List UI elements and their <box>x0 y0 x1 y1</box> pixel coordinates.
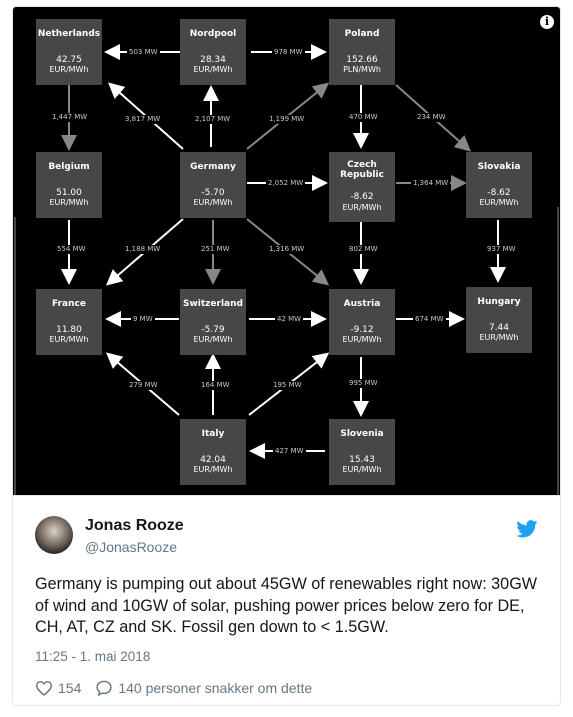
node-unit: EUR/MWh <box>479 333 519 342</box>
node-unit: EUR/MWh <box>49 65 89 74</box>
node-unit: EUR/MWh <box>342 203 382 212</box>
flow-label: 1,188 MW <box>125 245 161 253</box>
reply-bubble-icon[interactable] <box>95 680 113 696</box>
node-unit: EUR/MWh <box>342 335 382 344</box>
tweet-timestamp[interactable]: 11:25 - 1. mai 2018 <box>35 649 151 664</box>
node-name: Nordpool <box>189 29 237 39</box>
node-price: 28.34 <box>200 55 226 65</box>
tweet-actions <box>35 680 326 696</box>
node-price: 15.43 <box>349 455 375 465</box>
tweet-body <box>13 495 560 706</box>
node-name: Netherlands <box>37 29 101 39</box>
tweet-text: Germany is pumping out about 45GW of renewables right now: 30GW of wind and 10GW of solar, pushing power prices below zero for DE, CH, AT, CZ and SK. Fossil gen down to < 1.5GW. <box>35 575 538 636</box>
node-price: -5.79 <box>201 325 225 335</box>
node-name: Austria <box>343 299 381 309</box>
flow-label: 1,364 MW <box>413 179 449 187</box>
flow-label: 554 MW <box>57 245 86 253</box>
flow-label: 937 MW <box>487 245 516 253</box>
node-price: 42.75 <box>56 55 82 65</box>
flow-label: 42 MW <box>277 315 302 323</box>
conversation-count[interactable]: 140 personer snakker om dette <box>118 680 313 696</box>
flow-label: 2,107 MW <box>195 115 231 123</box>
display-name[interactable]: Jonas Rooze <box>85 517 184 534</box>
node-unit: PLN/MWh <box>343 65 381 74</box>
node-netherlands <box>36 19 102 85</box>
node-austria <box>329 289 395 355</box>
flow-label: 1,447 MW <box>52 113 88 121</box>
tweet-card <box>12 6 561 706</box>
flow-label: 164 MW <box>201 381 230 389</box>
node-name: Czech Republic <box>340 160 384 180</box>
node-name: Poland <box>344 29 380 39</box>
node-price: 51.00 <box>56 188 82 198</box>
user-handle[interactable]: @JonasRooze <box>85 539 178 555</box>
flow-label: 427 MW <box>275 447 304 455</box>
node-name: Switzerland <box>183 299 243 309</box>
node-price: 152.66 <box>346 55 378 65</box>
node-name: Italy <box>201 429 225 439</box>
node-name: Slovenia <box>340 429 384 439</box>
flow-label: 470 MW <box>349 113 378 121</box>
flow-label: 802 MW <box>349 245 378 253</box>
node-name: Slovakia <box>477 162 521 172</box>
flow-label: 978 MW <box>274 48 303 56</box>
node-price: 7.44 <box>488 323 510 333</box>
node-unit: EUR/MWh <box>49 198 89 207</box>
node-price: -8.62 <box>350 192 374 202</box>
node-slovakia <box>466 152 532 218</box>
node-price: -5.70 <box>201 188 225 198</box>
node-hungary <box>466 287 532 353</box>
flow-label: 503 MW <box>129 48 158 56</box>
like-count[interactable]: 154 <box>58 680 82 696</box>
twitter-bird-icon[interactable] <box>516 520 538 538</box>
flow-label: 2,052 MW <box>268 179 304 187</box>
node-poland <box>329 19 395 85</box>
heart-icon[interactable] <box>35 680 53 696</box>
flow-label: 9 MW <box>133 315 153 323</box>
node-unit: EUR/MWh <box>193 198 233 207</box>
node-unit: EUR/MWh <box>193 465 233 474</box>
info-icon[interactable]: i <box>540 15 554 29</box>
node-name: Hungary <box>477 297 521 307</box>
node-switzerland <box>180 289 246 355</box>
flow-label: 674 MW <box>415 315 444 323</box>
node-unit: EUR/MWh <box>193 335 233 344</box>
node-name: France <box>52 299 86 309</box>
flow-label: 1,316 MW <box>269 245 305 253</box>
node-unit: EUR/MWh <box>342 465 382 474</box>
flow-label: 1,199 MW <box>269 115 305 123</box>
flow-label: 995 MW <box>349 379 378 387</box>
node-belgium <box>36 152 102 218</box>
avatar[interactable] <box>35 516 73 554</box>
node-slovenia <box>329 419 395 485</box>
node-germany <box>180 152 246 218</box>
flow-label: 279 MW <box>129 381 158 389</box>
node-price: 11.80 <box>56 325 82 335</box>
flow-label: 195 MW <box>273 381 302 389</box>
node-italy <box>180 419 246 485</box>
node-unit: EUR/MWh <box>193 65 233 74</box>
node-name: Germany <box>190 162 236 172</box>
flow-label: 251 MW <box>201 245 230 253</box>
node-name: Belgium <box>48 162 90 172</box>
node-france <box>36 289 102 355</box>
node-price: -9.12 <box>350 325 374 335</box>
node-unit: EUR/MWh <box>479 198 519 207</box>
node-unit: EUR/MWh <box>49 335 89 344</box>
node-price: 42.04 <box>200 455 226 465</box>
power-flow-map <box>13 7 560 495</box>
flow-label: 234 MW <box>417 113 446 121</box>
node-price: -8.62 <box>487 188 511 198</box>
node-nordpool <box>180 19 246 85</box>
node-czech-republic <box>329 152 395 222</box>
flow-label: 3,817 MW <box>125 115 161 123</box>
